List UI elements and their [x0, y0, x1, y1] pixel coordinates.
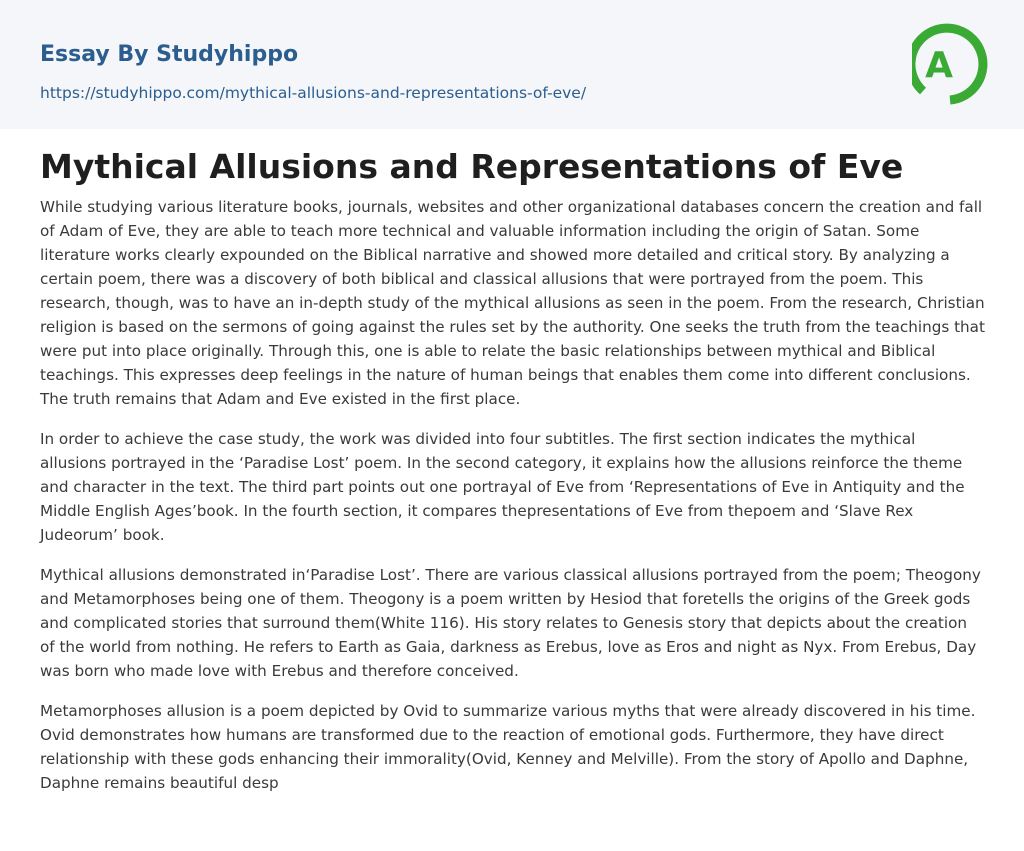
- article-paragraph: In order to achieve the case study, the work was divided into four subtitles. The first section indicates the mythical allusions portrayed in the ‘Paradise Lost’ poem. In the second category, it explains how the allusions reinforce the theme and character in the text. The third part points out one portrayal of Eve from ‘Representations of Eve in Antiquity and the Middle English Ages’book. In the fourth section, it compares thepresentations of Eve from thepoem and ‘Slave Rex Judeorum’ book.: [40, 430, 965, 544]
- article-paragraph: Mythical allusions demonstrated in‘Paradise Lost’. There are various classical allusions portrayed from the poem; Theogony and Metamorphoses being one of them. Theogony is a poem written by Hesiod that foretells the origins of the Greek gods and complicated stories that surround them(White 116). His story relates to Genesis story that depicts about the creation of the world from nothing. He refers to Earth as Gaia, darkness as Erebus, love as Eros and night as Nyx. From Erebus, Day was born who made love with Erebus and therefore conceived.: [40, 566, 981, 680]
- article-paragraph: While studying various literature books, journals, websites and other organizational databases concern the creation and fall of Adam of Eve, they are able to teach more technical and valuable information including the origin of Satan. Some literature works clearly expounded on the Biblical narrative and showed more detailed and critical story. By analyzing a certain poem, there was a discovery of both biblical and classical allusions that were portrayed from the poem. This research, though, was to have an in-depth study of the mythical allusions as seen in the poem. From the research, Christian religion is based on the sermons of going against the rules set by the authority. One seeks the truth from the teachings that were put into place originally. Through this, one is able to relate the basic relationships between mythical and Biblical teachings. This expresses deep feelings in the nature of human beings that enables them come into different conclusions. The truth remains that Adam and Eve existed in the first place.: [40, 198, 985, 408]
- logo-letter: A: [925, 45, 953, 86]
- brand-title: Essay By Studyhippo: [40, 42, 299, 67]
- studyhippo-a-logo-icon[interactable]: [912, 18, 988, 106]
- article-paragraph: Metamorphoses allusion is a poem depicted by Ovid to summarize various myths that were already discovered in his time. Ovid demonstrates how humans are transformed due to the reaction of emotional gods. Furthermore, they have direct relationship with these gods enhancing their immorality(Ovid, Kenney and Melville). From the story of Apollo and Daphne, Daphne remains beautiful desp: [40, 702, 976, 792]
- article-title: Mythical Allusions and Representations of Eve: [40, 147, 904, 186]
- site-header: [0, 0, 1024, 129]
- article: [40, 145, 986, 811]
- source-url-link[interactable]: https://studyhippo.com/mythical-allusions-and-representations-of-eve/: [40, 84, 587, 102]
